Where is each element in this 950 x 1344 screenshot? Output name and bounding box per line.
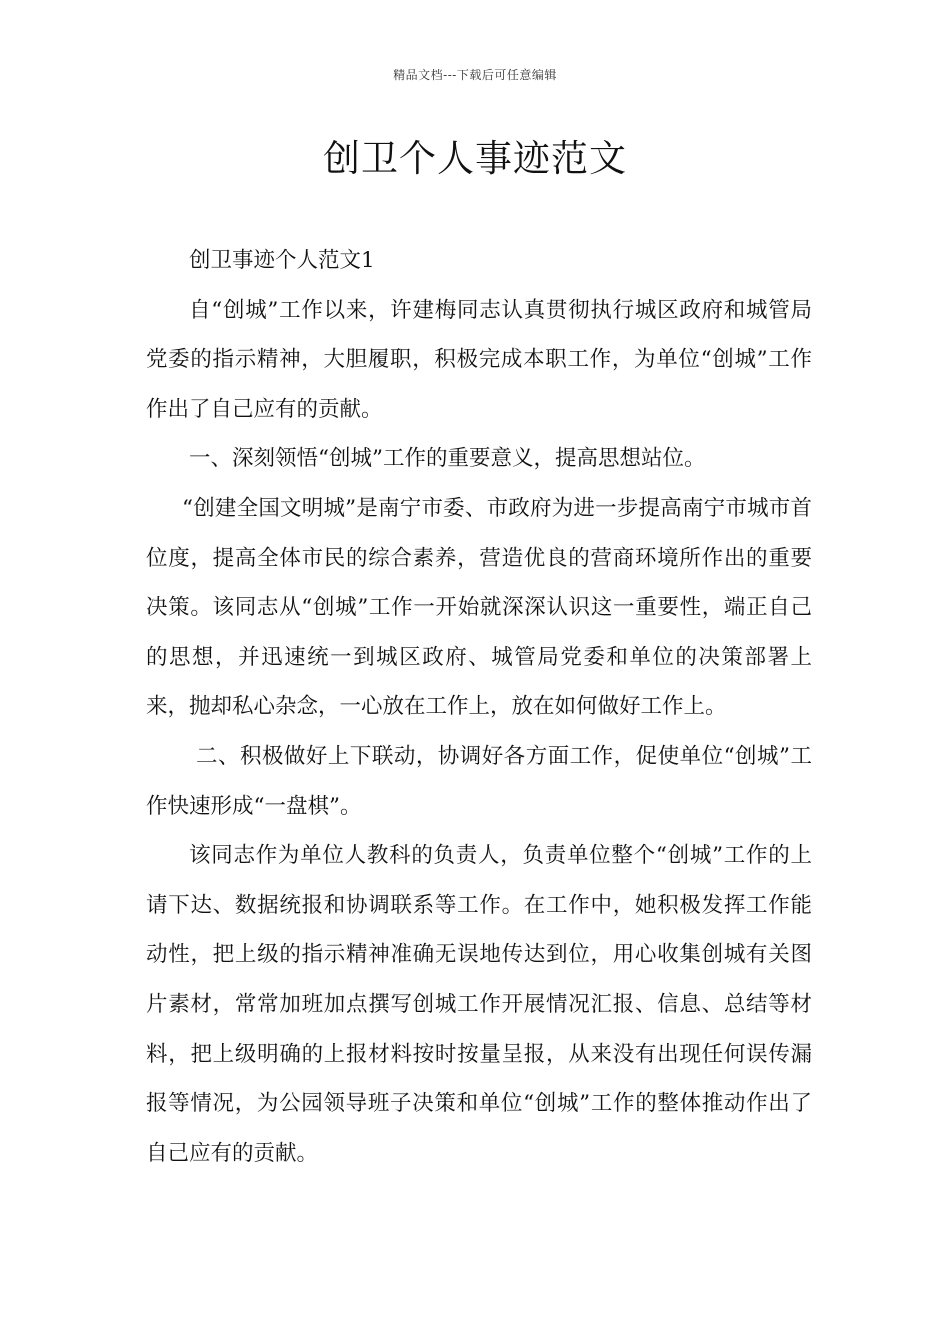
- section-heading-paragraph: 创卫事迹个人范文1: [189, 248, 375, 273]
- section-heading-paragraph: 一、深刻领悟“创城”工作的重要意义，提高思想站位。: [189, 446, 706, 472]
- body-paragraph: 该同志作为单位人教科的负责人，负责单位整个“创城”工作的上请下达、数据统报和协调联系等工作。在工作中，她积极发挥工作能动性，把上级的指示精神准确无误地传达到位，用心收集创城有关图片素材，常常加班加点撰写创城工作开展情况汇报、信息、总结等材料，把上级明确的上报材料按时按量呈报，从来没有出现任何误传漏报等情况，为公园领导班子决策和单位“创城”工作的整体推动作出了自己应有的贡献。: [146, 843, 812, 1166]
- document-body: [146, 236, 812, 1178]
- body-paragraph: “创建全国文明城”是南宁市委、市政府为进一步提高南宁市城市首位度，提高全体市民的综合素养，营造优良的营商环境所作出的重要决策。该同志从“创城”工作一开始就深深认识这一重要性，端正自己的思想，并迅速统一到城区政府、城管局党委和单位的决策部署上来，抛却私心杂念，一心放在工作上，放在如何做好工作上。: [146, 495, 812, 720]
- section-heading-paragraph: 二、积极做好上下联动，协调好各方面工作，促使单位“创城”工作快速形成“一盘棋”。: [146, 743, 812, 819]
- header-note: 精品文档---下载后可任意编辑: [393, 68, 557, 82]
- page-title: 创卫个人事迹范文: [323, 137, 627, 180]
- body-paragraph: 自“创城”工作以来，许建梅同志认真贯彻执行城区政府和城管局党委的指示精神，大胆履职，积极完成本职工作，为单位“创城”工作作出了自己应有的贡献。: [146, 297, 812, 422]
